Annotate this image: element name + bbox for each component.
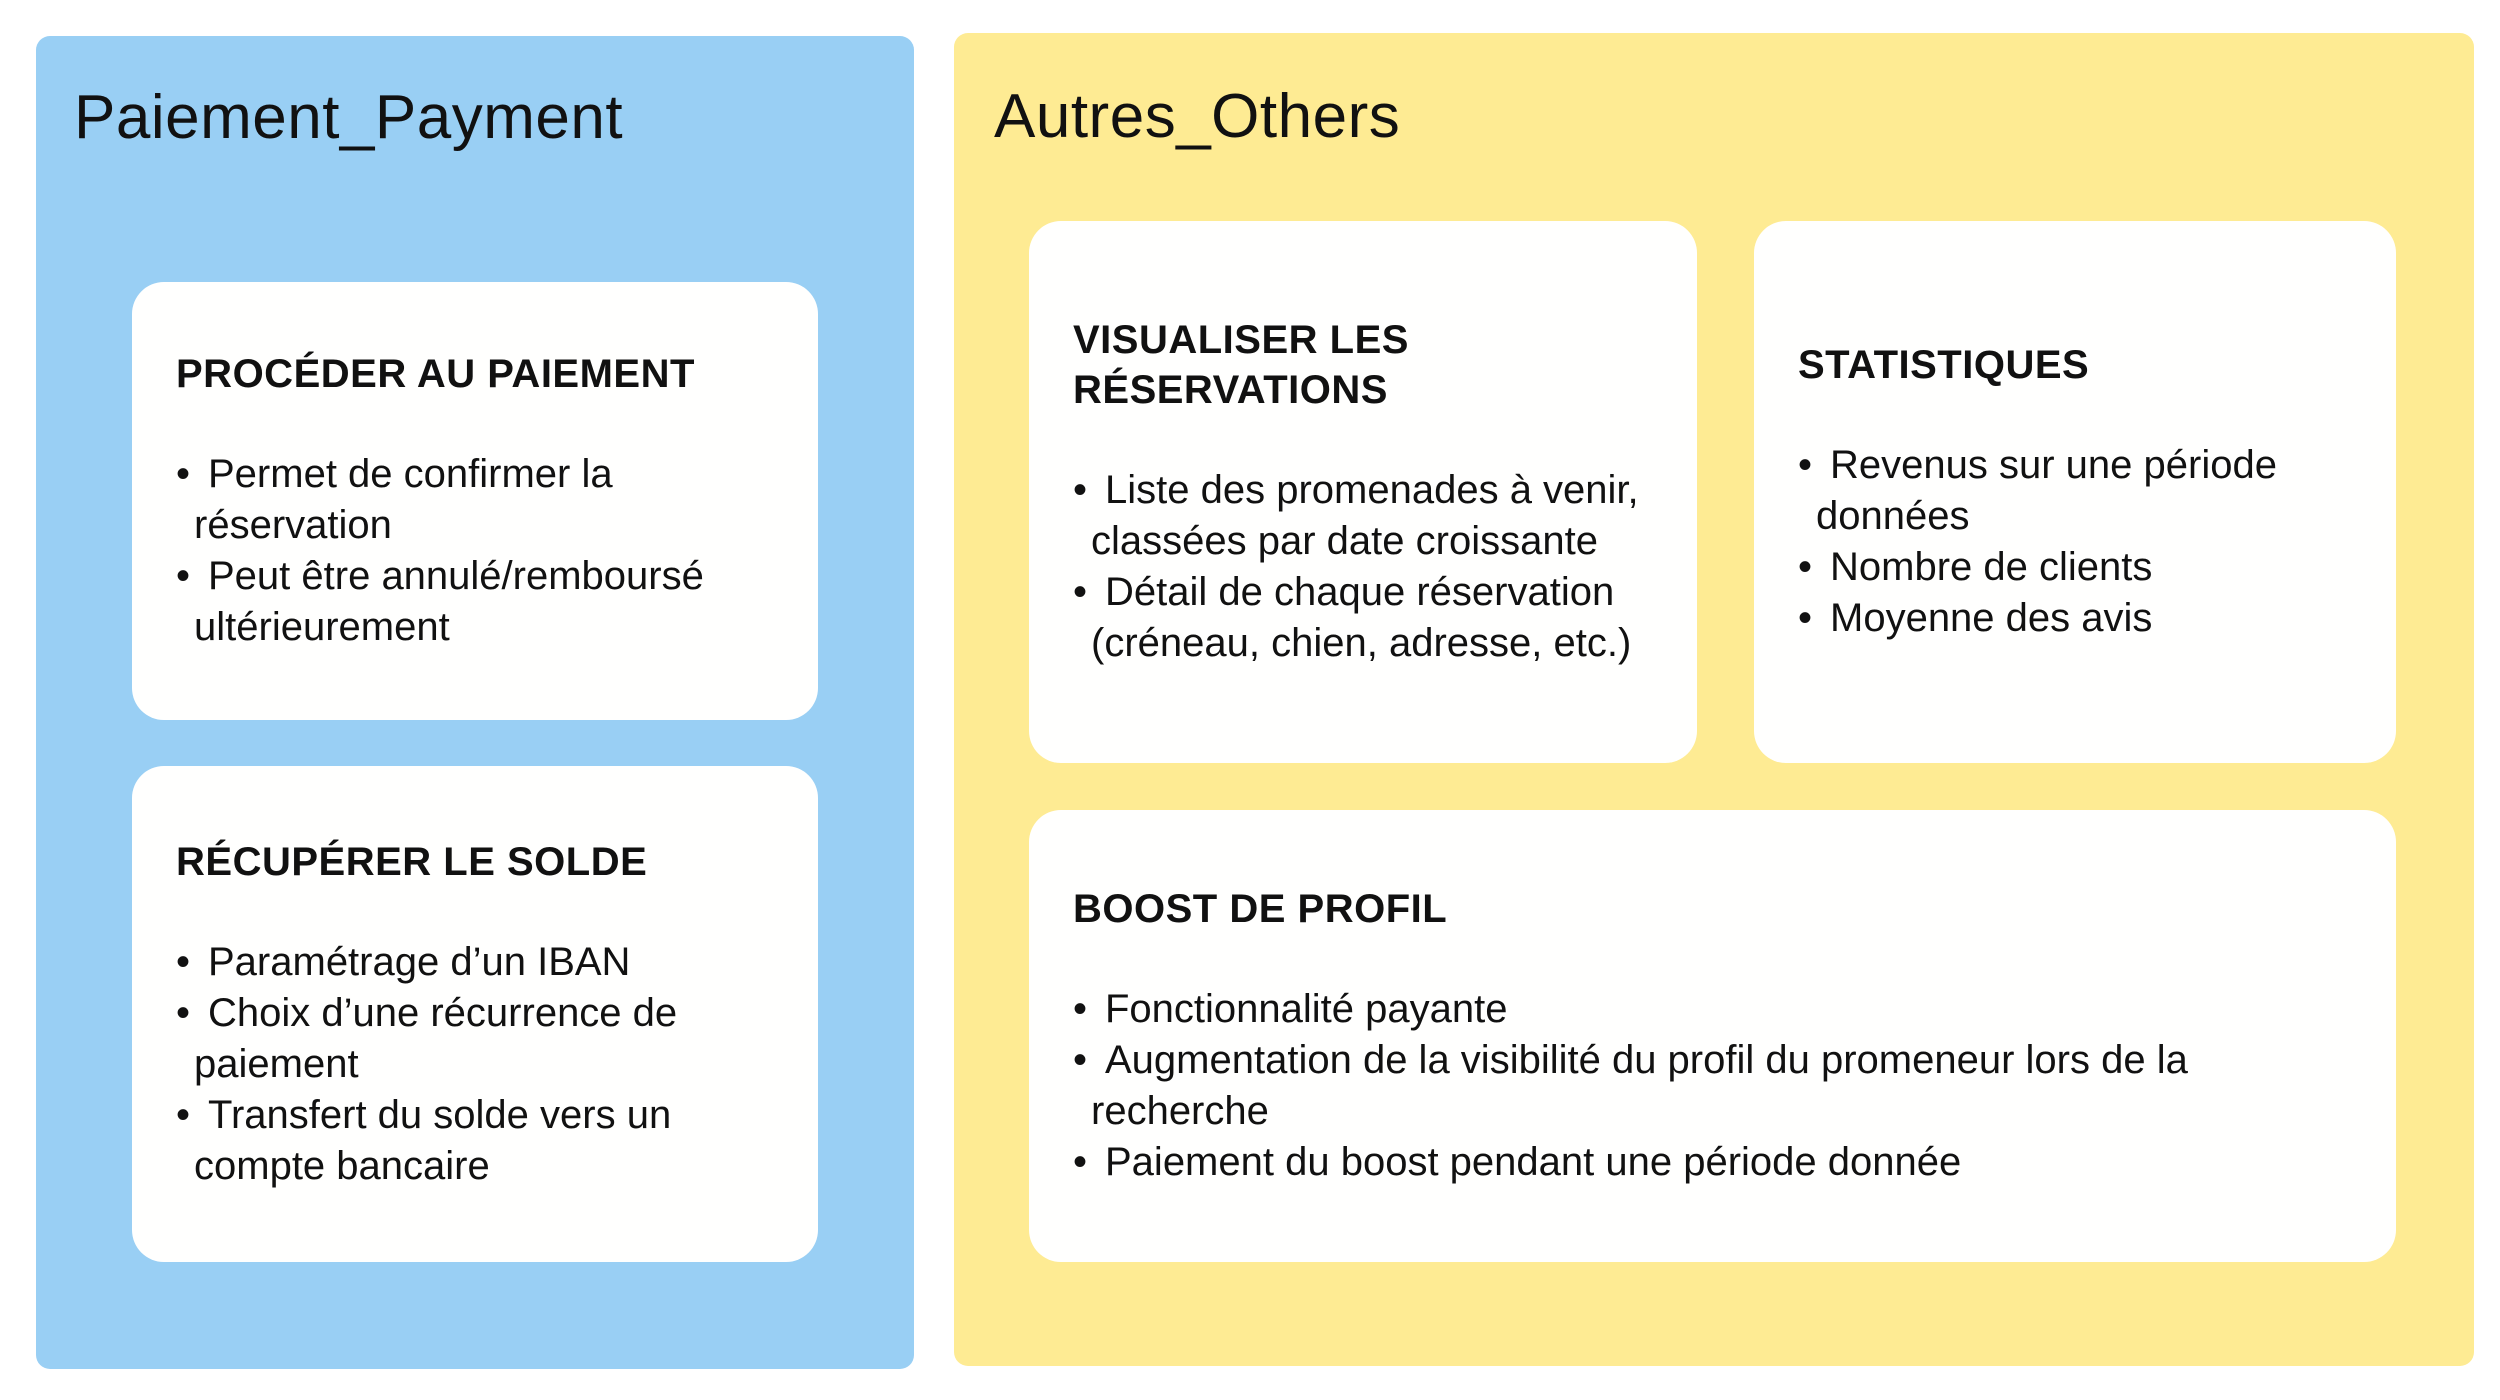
card-statistiques xyxy=(1754,221,2396,763)
bullet-icon: • xyxy=(1798,545,1813,589)
list-item: • Augmentation de la visibilité du profil du promeneur lors de la recherche xyxy=(1073,1035,2352,1137)
section-title-payment: Paiement_Payment xyxy=(74,83,624,152)
card-recuperer-le-solde xyxy=(132,766,818,1262)
bullet-icon: • xyxy=(176,939,191,984)
list-item: • Choix d’une récurrence de paiement xyxy=(176,988,774,1090)
list-item: • Paramétrage d’un IBAN xyxy=(176,937,774,988)
bullet-icon: • xyxy=(1073,1140,1088,1184)
list-item: • Nombre de clients xyxy=(1798,542,2352,593)
bullet-icon: • xyxy=(1073,987,1088,1031)
card-visualiser-les-reservations xyxy=(1029,221,1697,763)
card-title: RÉCUPÉRER LE SOLDE xyxy=(176,839,648,884)
card-title: VISUALISER LES RÉSERVATIONS xyxy=(1073,318,1409,412)
bullet-icon: • xyxy=(176,452,191,496)
list-item: • Moyenne des avis xyxy=(1798,593,2352,644)
bullet-icon: • xyxy=(1073,570,1088,614)
card-title: STATISTIQUES xyxy=(1798,343,2090,387)
list-item: • Paiement du boost pendant une période donnée xyxy=(1073,1137,2352,1188)
list-item: • Fonctionnalité payante xyxy=(1073,984,2352,1035)
card-item-list xyxy=(176,937,774,1192)
card-item-list xyxy=(1073,984,2352,1188)
card-title: PROCÉDER AU PAIEMENT xyxy=(176,352,695,396)
card-item-list xyxy=(1798,440,2352,644)
section-title-others: Autres_Others xyxy=(994,82,1401,151)
bullet-icon: • xyxy=(1073,468,1088,512)
list-item: • Revenus sur une période données xyxy=(1798,440,2352,542)
bullet-icon: • xyxy=(176,990,191,1035)
bullet-icon: • xyxy=(176,554,191,598)
card-item-list xyxy=(1073,465,1653,669)
bullet-icon: • xyxy=(1798,596,1813,640)
bullet-icon: • xyxy=(1073,1038,1088,1082)
card-title: BOOST DE PROFIL xyxy=(1073,887,1448,931)
card-item-list xyxy=(176,449,774,653)
list-item: • Détail de chaque réservation (créneau, chien, adresse, etc.) xyxy=(1073,567,1653,669)
list-item: • Permet de confirmer la réservation xyxy=(176,449,774,551)
card-boost-de-profil xyxy=(1029,810,2396,1262)
list-item: • Transfert du solde vers un compte bancaire xyxy=(176,1090,774,1192)
list-item: • Liste des promenades à venir, classées par date croissante xyxy=(1073,465,1653,567)
bullet-icon: • xyxy=(176,1092,191,1137)
card-proceder-au-paiement xyxy=(132,282,818,720)
list-item: • Peut être annulé/remboursé ultérieurement xyxy=(176,551,774,653)
bullet-icon: • xyxy=(1798,443,1813,487)
